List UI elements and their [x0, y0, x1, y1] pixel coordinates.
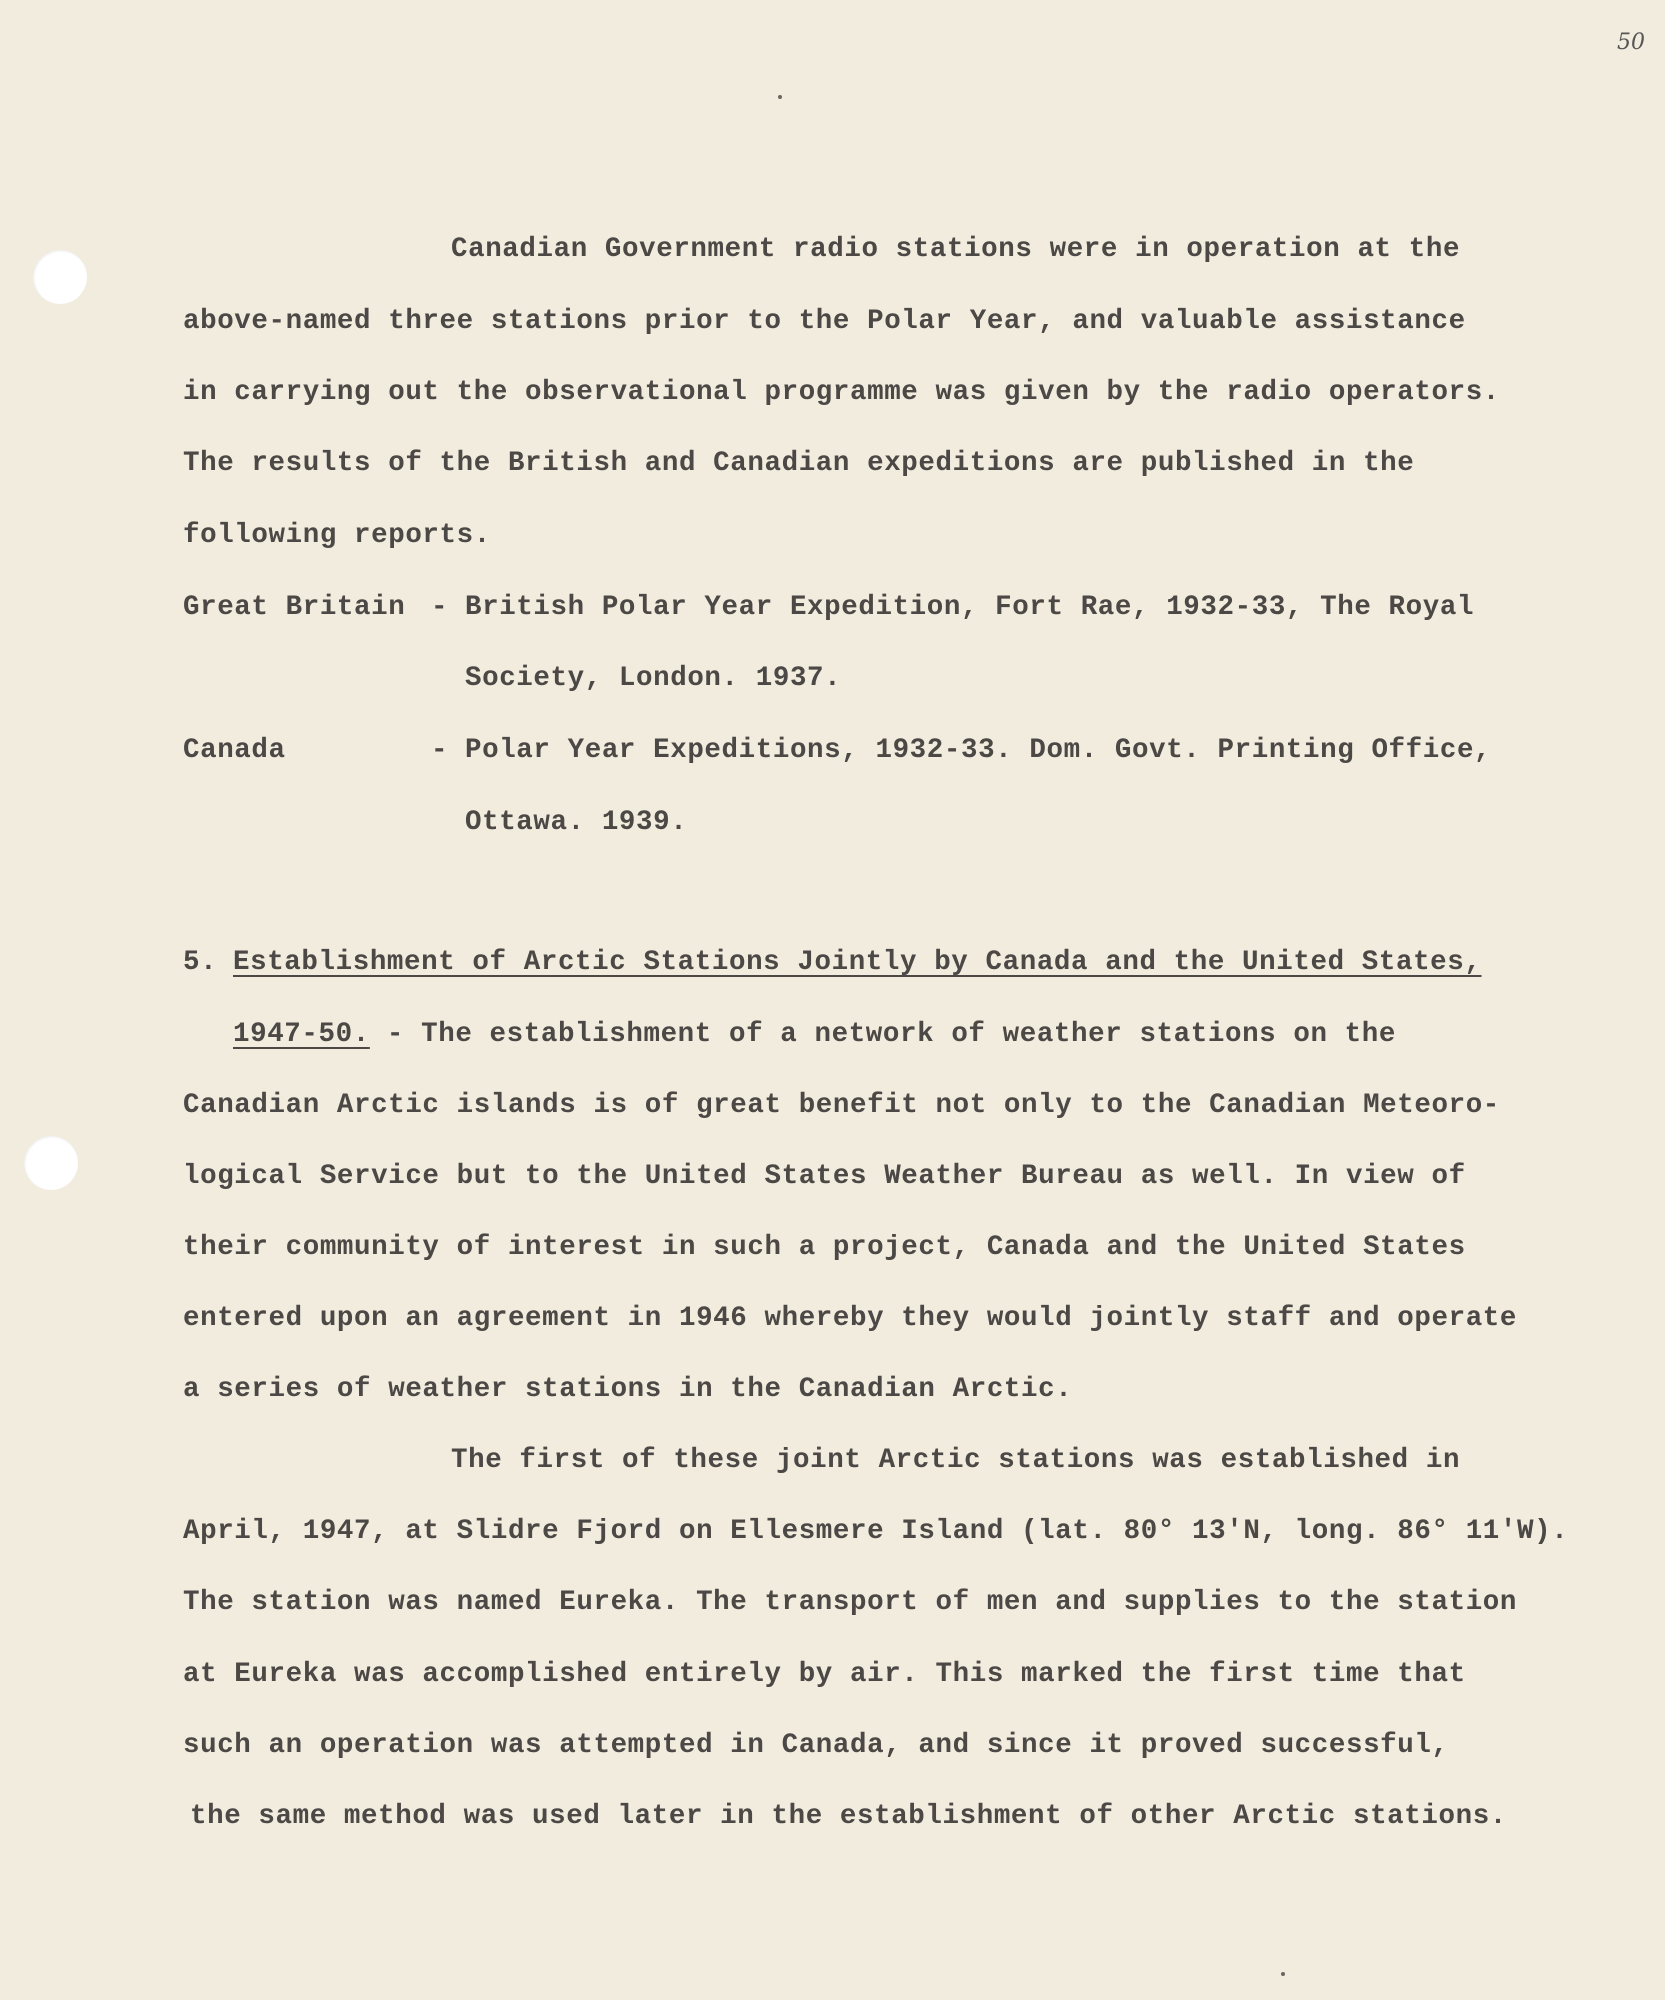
paragraph-3-line-6: the same method was used later in the establishment of other Arctic stations.	[190, 1801, 1507, 1832]
paragraph-1-line-4: The results of the British and Canadian expeditions are published in the	[183, 448, 1415, 479]
section-5-line-2: logical Service but to the United States Weather Bureau as well. In view of	[183, 1161, 1466, 1192]
ink-speck	[778, 95, 782, 99]
reference-great-britain-line-1: British Polar Year Expedition, Fort Rae, 1932-33, The Royal	[465, 592, 1475, 623]
section-5-number: 5.	[183, 947, 218, 978]
punch-hole-top	[33, 250, 87, 304]
paragraph-1-line-2: above-named three stations prior to the Polar Year, and valuable assistance	[183, 306, 1466, 337]
reference-dash-great-britain: -	[431, 592, 449, 623]
section-5-heading-line-1: Establishment of Arctic Stations Jointly by Canada and the United States,	[233, 947, 1482, 978]
reference-great-britain-line-2: Society, London. 1937.	[465, 663, 842, 694]
punch-hole-bottom	[24, 1136, 78, 1190]
ink-speck	[1281, 1972, 1285, 1976]
paragraph-3-line-2: April, 1947, at Slidre Fjord on Ellesmere Island (lat. 80° 13'N, long. 86° 11'W).	[183, 1516, 1569, 1547]
section-5-line-3: their community of interest in such a project, Canada and the United States	[183, 1232, 1466, 1263]
section-5-heading-years: 1947-50.	[233, 1019, 370, 1050]
paragraph-1-line-1: Canadian Government radio stations were in operation at the	[451, 234, 1461, 265]
paragraph-3-line-1: The first of these joint Arctic stations was established in	[451, 1445, 1461, 1476]
reference-country-great-britain: Great Britain	[183, 592, 406, 623]
paragraph-3-line-4: at Eureka was accomplished entirely by air. This marked the first time that	[183, 1659, 1466, 1690]
reference-dash-canada: -	[431, 735, 449, 766]
section-5-line-4: entered upon an agreement in 1946 whereby they would jointly staff and operate	[183, 1303, 1518, 1334]
paragraph-1-line-3: in carrying out the observational programme was given by the radio operators.	[183, 377, 1500, 408]
paragraph-3-line-3: The station was named Eureka. The transport of men and supplies to the station	[183, 1587, 1518, 1618]
section-5-heading-line-2	[233, 1017, 1396, 1053]
reference-country-canada: Canada	[183, 735, 286, 766]
reference-canada-line-1: Polar Year Expeditions, 1932-33. Dom. Govt. Printing Office,	[465, 735, 1492, 766]
section-5-intro-text: - The establishment of a network of weather stations on the	[369, 1019, 1396, 1050]
reference-canada-line-2: Ottawa. 1939.	[465, 807, 688, 838]
page-number: 50	[1617, 30, 1645, 55]
section-5-line-5: a series of weather stations in the Canadian Arctic.	[183, 1374, 1073, 1405]
paragraph-1-line-5: following reports.	[183, 520, 491, 551]
section-5-line-1: Canadian Arctic islands is of great benefit not only to the Canadian Meteoro-	[183, 1090, 1500, 1121]
paragraph-3-line-5: such an operation was attempted in Canada, and since it proved successful,	[183, 1730, 1449, 1761]
